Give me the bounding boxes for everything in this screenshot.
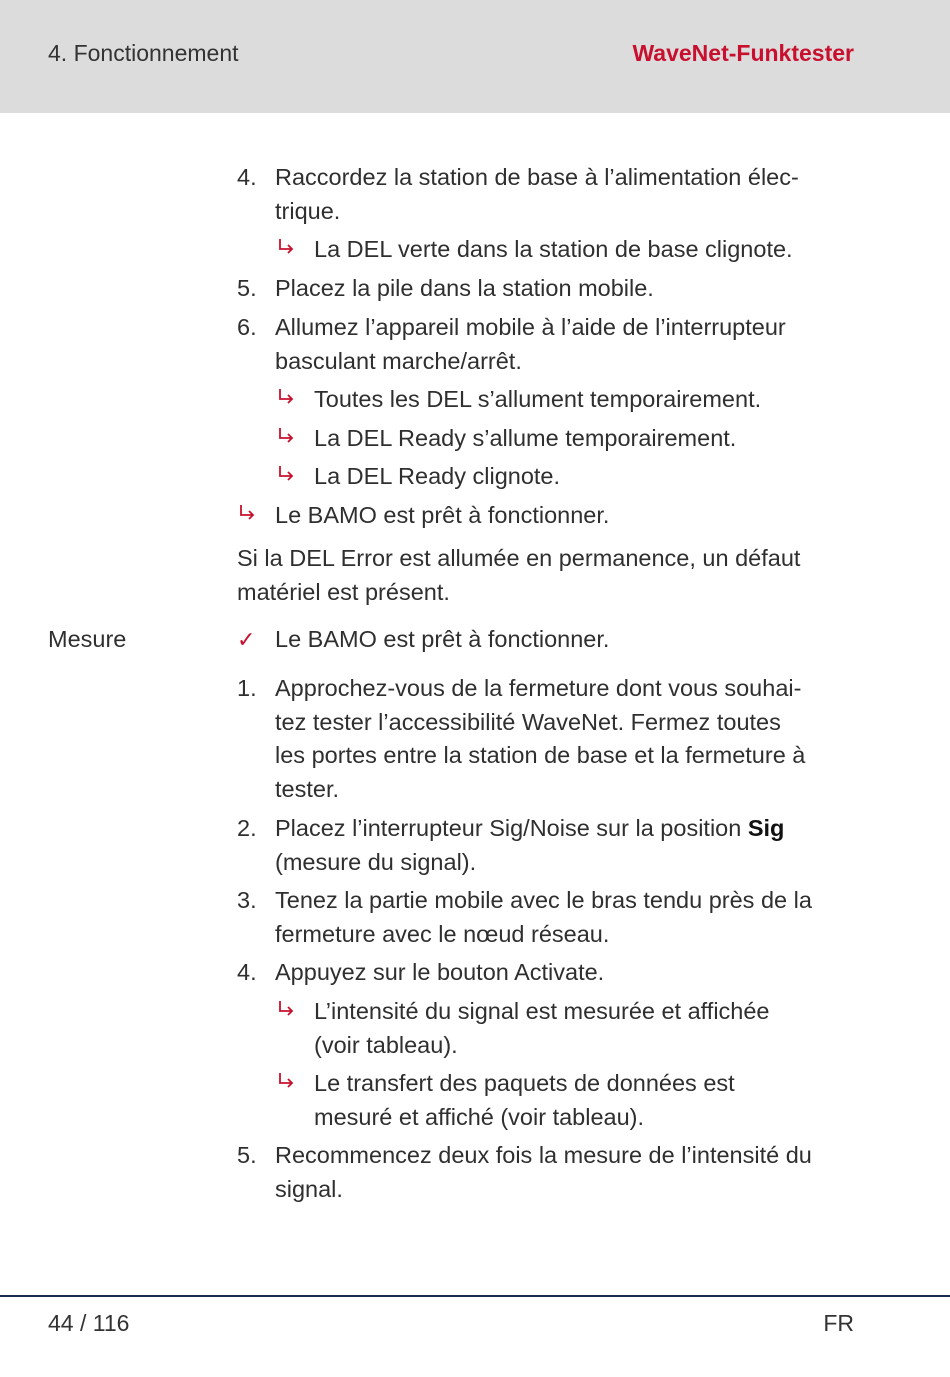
side-heading-mesure: Mesure xyxy=(48,626,127,652)
error-note: Si la DEL Error est allumée en permanence, un défaut matériel est présent. xyxy=(237,545,801,605)
measure-step-5 xyxy=(237,1139,867,1206)
measure-step-3 xyxy=(237,884,867,951)
result-arrow-icon xyxy=(276,998,296,1020)
precondition xyxy=(237,623,867,657)
step-number: 2. xyxy=(237,815,257,841)
step-text: Approchez-vous de la fermeture dont vous souhai- tez tester l’accessibilité WaveNet. Fermez toutes les portes entre la station de base et la fermeture à tester. xyxy=(275,675,806,802)
result-item xyxy=(276,233,866,267)
result-item xyxy=(276,383,866,417)
result-item xyxy=(276,460,866,494)
result-arrow-icon xyxy=(276,386,296,408)
step-number: 4. xyxy=(237,959,257,985)
step-text: Placez la pile dans la station mobile. xyxy=(275,275,654,301)
section-title: 4. Fonctionnement xyxy=(48,40,239,66)
result-item xyxy=(276,1067,866,1134)
result-arrow-icon xyxy=(276,463,296,485)
checkmark-icon: ✓ xyxy=(237,627,256,652)
bold-sig: Sig xyxy=(747,815,785,841)
footer-divider xyxy=(0,1295,950,1297)
language-code: FR xyxy=(823,1310,854,1336)
product-title: WaveNet-Funktester xyxy=(632,40,854,66)
step-number: 4. xyxy=(237,164,257,190)
final-result xyxy=(237,499,827,533)
step-number: 3. xyxy=(237,887,257,913)
result-item xyxy=(276,995,866,1062)
step-text: Appuyez sur le bouton Activate. xyxy=(275,959,605,985)
step-text: Allumez l’appareil mobile à l’aide de l’interrupteur basculant marche/arrêt. xyxy=(275,314,786,374)
result-text: Toutes les DEL s’allument temporairement. xyxy=(314,386,762,412)
result-arrow-icon xyxy=(276,236,296,258)
step-number: 6. xyxy=(237,314,257,340)
step-number: 1. xyxy=(237,675,257,701)
step-text: Tenez la partie mobile avec le bras tendu près de la fermeture avec le nœud réseau. xyxy=(275,887,812,947)
result-text: La DEL verte dans la station de base clignote. xyxy=(314,236,793,262)
result-text: La DEL Ready s’allume temporairement. xyxy=(314,425,737,451)
measure-step-1 xyxy=(237,672,867,806)
step-4 xyxy=(237,161,867,228)
result-text: Le transfert des paquets de données est mesuré et affiché (voir tableau). xyxy=(314,1070,735,1130)
step-text: Recommencez deux fois la mesure de l’intensité du signal. xyxy=(275,1142,812,1202)
step-5 xyxy=(237,272,867,306)
result-arrow-icon xyxy=(276,1070,296,1092)
result-text: La DEL Ready clignote. xyxy=(314,463,561,489)
step-number: 5. xyxy=(237,1142,257,1168)
measure-step-4 xyxy=(237,956,867,990)
step-6 xyxy=(237,311,867,378)
result-text: L’intensité du signal est mesurée et affichée (voir tableau). xyxy=(314,998,770,1058)
step-text: Placez l’interrupteur Sig/Noise sur la position Sig (mesure du signal). xyxy=(275,815,785,875)
result-text: Le BAMO est prêt à fonctionner. xyxy=(275,502,610,528)
page-number: 44 / 116 xyxy=(48,1310,130,1336)
step-text: Raccordez la station de base à l’alimentation élec- trique. xyxy=(275,164,799,224)
result-item xyxy=(276,422,866,456)
result-arrow-icon xyxy=(276,425,296,447)
precondition-text: Le BAMO est prêt à fonctionner. xyxy=(275,626,610,652)
step-number: 5. xyxy=(237,275,257,301)
page-header xyxy=(0,0,950,113)
measure-step-2 xyxy=(237,812,867,879)
result-arrow-icon xyxy=(237,502,257,524)
